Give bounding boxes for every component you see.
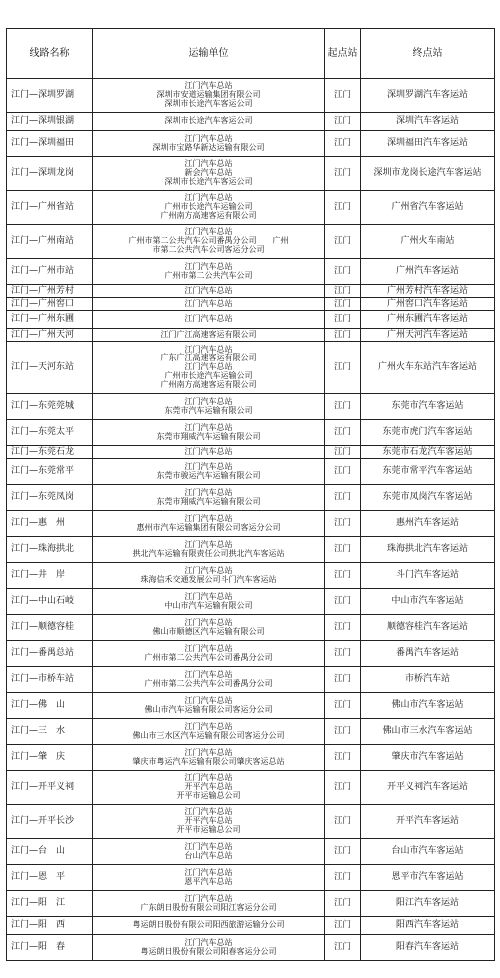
header-company: 运输单位 — [93, 29, 325, 79]
company-line: 深圳市安道运输集团有限公司 — [156, 90, 261, 100]
route-name-cell: 江门—广州市站 — [7, 259, 93, 285]
destination-cell: 恩平市汽车客运站 — [361, 865, 495, 891]
route-name-cell: 江门—深圳罗湖 — [7, 79, 93, 113]
destination-cell: 阳西汽车客运站 — [361, 917, 495, 935]
table-row — [7, 485, 495, 511]
route-name-cell: 江门—东莞凤岗 — [7, 485, 93, 511]
company-line: 佛山市三水区汽车运输有限公司客运分公司 — [132, 730, 285, 740]
company-line: 江门汽车总站 — [184, 937, 233, 947]
company-cell — [93, 537, 325, 563]
table-row — [7, 113, 495, 131]
company-cell — [93, 420, 325, 446]
company-line: 台山汽车总站 — [184, 850, 233, 860]
destination-cell: 广州东圃汽车客运站 — [361, 311, 495, 329]
company-line: 江门汽车总站 — [184, 396, 233, 406]
company-line: 市第二公共汽车公司客运分公司 — [152, 244, 265, 254]
destination-cell: 珠海拱北汽车客运站 — [361, 537, 495, 563]
company-line: 粤运朗日股份有限公司阳春客运分公司 — [140, 946, 277, 956]
destination-cell: 中山市汽车客运站 — [361, 589, 495, 615]
header-destination: 终点站 — [361, 29, 495, 79]
destination-cell: 广州天河汽车客运站 — [361, 329, 495, 342]
origin-cell: 江门 — [325, 917, 361, 935]
table-row — [7, 589, 495, 615]
route-name-cell: 江门—顺德容桂 — [7, 615, 93, 641]
company-cell — [93, 935, 325, 961]
company-line: 江门汽车总站 — [184, 422, 233, 432]
route-name-cell: 江门—开平长沙 — [7, 805, 93, 839]
company-cell — [93, 891, 325, 917]
route-name-cell: 江门—开平义祠 — [7, 771, 93, 805]
company-line: 江门汽车总站 — [184, 807, 233, 817]
table-row — [7, 771, 495, 805]
company-line: 东莞市汽车运输有限公司 — [164, 405, 253, 415]
route-name-cell: 江门—阳 江 — [7, 891, 93, 917]
table-row — [7, 459, 495, 485]
destination-cell: 深圳汽车客运站 — [361, 113, 495, 131]
company-cell — [93, 459, 325, 485]
origin-cell: 江门 — [325, 771, 361, 805]
destination-cell: 广州窖口汽车客运站 — [361, 298, 495, 311]
table-row — [7, 839, 495, 865]
company-line: 广州市第二公共汽车公司 — [164, 270, 253, 280]
origin-cell: 江门 — [325, 615, 361, 641]
origin-cell: 江门 — [325, 298, 361, 311]
company-line: 中山市汽车运输有限公司 — [164, 600, 253, 610]
company-line: 江门汽车总站 — [184, 721, 233, 731]
company-line: 拱北汽车运输有限责任公司拱北汽车客运站 — [132, 548, 285, 558]
origin-cell: 江门 — [325, 891, 361, 917]
table-row — [7, 191, 495, 225]
table-row — [7, 891, 495, 917]
table-row — [7, 446, 495, 459]
destination-cell: 肇庆市汽车客运站 — [361, 745, 495, 771]
company-line: 广东广江高速客运有限公司 — [160, 353, 257, 363]
company-line: 粤运朗日股份有限公司阳西旅游运输分公司 — [132, 920, 285, 930]
company-line: 江门汽车总站 — [184, 461, 233, 471]
origin-cell: 江门 — [325, 446, 361, 459]
company-line: 江门汽车总站 — [184, 362, 233, 372]
company-line: 江门汽车总站 — [184, 695, 233, 705]
origin-cell: 江门 — [325, 745, 361, 771]
route-name-cell: 江门—东莞莞城 — [7, 394, 93, 420]
company-line: 开平市运输总公司 — [176, 824, 241, 834]
company-line: 佛山市汽车运输有限公司客运分公司 — [144, 704, 273, 714]
table-row — [7, 667, 495, 693]
origin-cell: 江门 — [325, 225, 361, 259]
company-cell — [93, 259, 325, 285]
table-row — [7, 157, 495, 191]
company-line: 江门汽车总站 — [184, 617, 233, 627]
company-cell — [93, 131, 325, 157]
origin-cell: 江门 — [325, 839, 361, 865]
destination-cell: 广州火车东站汽车客运站 — [361, 342, 495, 394]
destination-cell: 台山市汽车客运站 — [361, 839, 495, 865]
company-line: 江门汽车总站 — [184, 565, 233, 575]
origin-cell: 江门 — [325, 420, 361, 446]
table-row — [7, 298, 495, 311]
header-origin: 起点站 — [325, 29, 361, 79]
origin-cell: 江门 — [325, 865, 361, 891]
company-line: 江门汽车总站 — [184, 193, 233, 203]
company-cell — [93, 589, 325, 615]
company-line: 江门汽车总站 — [184, 513, 233, 523]
route-name-cell: 江门—阳 西 — [7, 917, 93, 935]
route-name-cell: 江门—广州东圃 — [7, 311, 93, 329]
company-line: 江门汽车总站 — [184, 159, 233, 169]
company-cell — [93, 342, 325, 394]
company-line: 深圳市长途汽车客运公司 — [164, 176, 253, 186]
company-line: 江门汽车总站 — [184, 446, 233, 456]
origin-cell: 江门 — [325, 693, 361, 719]
company-cell — [93, 641, 325, 667]
origin-cell: 江门 — [325, 667, 361, 693]
table-row — [7, 615, 495, 641]
table-row — [7, 285, 495, 298]
route-name-cell: 江门—广州窖口 — [7, 298, 93, 311]
company-line: 江门广江高速客运有限公司 — [160, 329, 257, 339]
company-cell — [93, 311, 325, 329]
destination-cell: 广州汽车客运站 — [361, 259, 495, 285]
destination-cell: 佛山市三水汽车客运站 — [361, 719, 495, 745]
company-line: 佛山市顺德区汽车运输有限公司 — [152, 626, 265, 636]
route-name-cell: 江门—广州省站 — [7, 191, 93, 225]
company-line: 广州市第二公共汽车公司番禺分公司 广州 — [128, 236, 289, 246]
destination-cell: 东莞市凤岗汽车客运站 — [361, 485, 495, 511]
table-row — [7, 641, 495, 667]
table-row — [7, 225, 495, 259]
destination-cell: 广州省汽车客运站 — [361, 191, 495, 225]
table-row — [7, 259, 495, 285]
table-row — [7, 394, 495, 420]
destination-cell: 阳春汽车客运站 — [361, 935, 495, 961]
table-row — [7, 563, 495, 589]
company-line: 广州市第二公共汽车公司番禺分公司 — [144, 678, 273, 688]
company-cell — [93, 839, 325, 865]
destination-cell: 东莞市常平汽车客运站 — [361, 459, 495, 485]
company-line: 恩平汽车总站 — [184, 876, 233, 886]
company-cell — [93, 745, 325, 771]
destination-cell: 东莞市石龙汽车客运站 — [361, 446, 495, 459]
header-row — [7, 29, 495, 79]
company-line: 江门汽车总站 — [184, 344, 233, 354]
origin-cell: 江门 — [325, 259, 361, 285]
origin-cell: 江门 — [325, 342, 361, 394]
company-cell — [93, 667, 325, 693]
origin-cell: 江门 — [325, 113, 361, 131]
company-cell — [93, 615, 325, 641]
company-line: 开平汽车总站 — [184, 782, 233, 792]
company-line: 开平市运输总公司 — [176, 790, 241, 800]
route-name-cell: 江门—三 水 — [7, 719, 93, 745]
company-line: 江门汽车总站 — [184, 227, 233, 237]
route-name-cell: 江门—广州南站 — [7, 225, 93, 259]
route-name-cell: 江门—东莞常平 — [7, 459, 93, 485]
origin-cell: 江门 — [325, 285, 361, 298]
origin-cell: 江门 — [325, 563, 361, 589]
table-row — [7, 511, 495, 537]
destination-cell: 东莞市虎门汽车客运站 — [361, 420, 495, 446]
company-cell — [93, 563, 325, 589]
origin-cell: 江门 — [325, 511, 361, 537]
origin-cell: 江门 — [325, 79, 361, 113]
route-name-cell: 江门—肇 庆 — [7, 745, 93, 771]
company-line: 广州市长途汽车运输公司 — [164, 202, 253, 212]
route-name-cell: 江门—天河东站 — [7, 342, 93, 394]
route-name-cell: 江门—佛 山 — [7, 693, 93, 719]
origin-cell: 江门 — [325, 935, 361, 961]
table-row — [7, 805, 495, 839]
company-line: 广州南方高速客运有限公司 — [160, 379, 257, 389]
table-row — [7, 719, 495, 745]
company-line: 江门汽车总站 — [184, 747, 233, 757]
company-cell — [93, 511, 325, 537]
table-row — [7, 311, 495, 329]
destination-cell: 深圳市龙岗长途汽车客运站 — [361, 157, 495, 191]
origin-cell: 江门 — [325, 719, 361, 745]
company-cell — [93, 693, 325, 719]
destination-cell: 斗门汽车客运站 — [361, 563, 495, 589]
company-cell — [93, 719, 325, 745]
destination-cell: 深圳福田汽车客运站 — [361, 131, 495, 157]
route-name-cell: 江门—恩 平 — [7, 865, 93, 891]
company-cell — [93, 157, 325, 191]
company-cell — [93, 394, 325, 420]
company-line: 东莞市骏运汽车运输有限公司 — [156, 470, 261, 480]
company-line: 广州市长途汽车运输公司 — [164, 370, 253, 380]
route-name-cell: 江门—珠海拱北 — [7, 537, 93, 563]
company-cell — [93, 485, 325, 511]
company-cell — [93, 191, 325, 225]
company-line: 江门汽车总站 — [184, 867, 233, 877]
table-row — [7, 537, 495, 563]
company-line: 开平汽车总站 — [184, 816, 233, 826]
company-line: 深圳市长途汽车客运公司 — [164, 116, 253, 126]
company-cell — [93, 329, 325, 342]
table-row — [7, 79, 495, 113]
route-name-cell: 江门—惠 州 — [7, 511, 93, 537]
company-cell — [93, 446, 325, 459]
origin-cell: 江门 — [325, 191, 361, 225]
company-line: 江门汽车总站 — [184, 261, 233, 271]
table-row — [7, 329, 495, 342]
origin-cell: 江门 — [325, 485, 361, 511]
company-line: 江门汽车总站 — [184, 893, 233, 903]
origin-cell: 江门 — [325, 641, 361, 667]
table-row — [7, 131, 495, 157]
origin-cell: 江门 — [325, 131, 361, 157]
origin-cell: 江门 — [325, 157, 361, 191]
company-cell — [93, 771, 325, 805]
company-cell — [93, 225, 325, 259]
route-name-cell: 江门—台 山 — [7, 839, 93, 865]
company-line: 江门汽车总站 — [184, 133, 233, 143]
destination-cell: 深圳罗湖汽车客运站 — [361, 79, 495, 113]
company-line: 江门汽车总站 — [184, 643, 233, 653]
company-cell — [93, 805, 325, 839]
company-line: 广东朗日股份有限公司阳江客运分公司 — [140, 902, 277, 912]
destination-cell: 惠州汽车客运站 — [361, 511, 495, 537]
route-name-cell: 江门—广州天河 — [7, 329, 93, 342]
company-line: 江门汽车总站 — [184, 314, 233, 324]
company-cell — [93, 298, 325, 311]
destination-cell: 番禺汽车客运站 — [361, 641, 495, 667]
company-cell — [93, 865, 325, 891]
header-route: 线路名称 — [7, 29, 93, 79]
company-line: 广州市第二公共汽车公司番禺分公司 — [144, 652, 273, 662]
company-line: 广州南方高速客运有限公司 — [160, 210, 257, 220]
destination-cell: 市桥汽车站 — [361, 667, 495, 693]
company-line: 江门汽车总站 — [184, 285, 233, 295]
company-line: 珠海信禾交通发展公司斗门汽车客运站 — [140, 574, 277, 584]
company-line: 江门汽车总站 — [184, 487, 233, 497]
table-row — [7, 693, 495, 719]
origin-cell: 江门 — [325, 537, 361, 563]
destination-cell: 广州芳村汽车客运站 — [361, 285, 495, 298]
company-cell — [93, 917, 325, 935]
origin-cell: 江门 — [325, 311, 361, 329]
route-name-cell: 江门—市桥车站 — [7, 667, 93, 693]
company-line: 深圳市长途汽车客运公司 — [164, 98, 253, 108]
table-row — [7, 935, 495, 961]
origin-cell: 江门 — [325, 589, 361, 615]
company-line: 新会汽车总站 — [184, 168, 233, 178]
route-name-cell: 江门—深圳福田 — [7, 131, 93, 157]
company-line: 东莞市翔威汽车运输有限公司 — [156, 431, 261, 441]
origin-cell: 江门 — [325, 394, 361, 420]
company-line: 江门汽车总站 — [184, 773, 233, 783]
company-line: 江门汽车总站 — [184, 591, 233, 601]
route-table — [6, 28, 495, 961]
destination-cell: 开平汽车客运站 — [361, 805, 495, 839]
company-line: 东莞市翔威汽车运输有限公司 — [156, 496, 261, 506]
destination-cell: 开平义祠汽车客运站 — [361, 771, 495, 805]
destination-cell: 东莞市汽车客运站 — [361, 394, 495, 420]
table-row — [7, 865, 495, 891]
company-line: 肇庆市粤运汽车运输有限公司肇庆客运总站 — [132, 756, 285, 766]
route-name-cell: 江门—深圳龙岗 — [7, 157, 93, 191]
route-name-cell: 江门—井 岸 — [7, 563, 93, 589]
origin-cell: 江门 — [325, 459, 361, 485]
route-name-cell: 江门—东莞石龙 — [7, 446, 93, 459]
company-line: 江门汽车总站 — [184, 841, 233, 851]
route-name-cell: 江门—中山石岐 — [7, 589, 93, 615]
table-row — [7, 420, 495, 446]
destination-cell: 顺德容桂汽车客运站 — [361, 615, 495, 641]
company-cell — [93, 79, 325, 113]
route-name-cell: 江门—阳 春 — [7, 935, 93, 961]
route-name-cell: 江门—深圳银湖 — [7, 113, 93, 131]
origin-cell: 江门 — [325, 805, 361, 839]
destination-cell: 佛山市汽车客运站 — [361, 693, 495, 719]
route-name-cell: 江门—广州芳村 — [7, 285, 93, 298]
company-cell — [93, 285, 325, 298]
table-row — [7, 745, 495, 771]
company-line: 深圳市宝路华新达运输有限公司 — [152, 142, 265, 152]
table-row — [7, 342, 495, 394]
company-line: 惠州市汽车运输集团有限公司客运分公司 — [136, 522, 281, 532]
destination-cell: 阳江汽车客运站 — [361, 891, 495, 917]
destination-cell: 广州火车南站 — [361, 225, 495, 259]
company-line: 江门汽车总站 — [184, 298, 233, 308]
route-name-cell: 江门—番禺总站 — [7, 641, 93, 667]
company-cell — [93, 113, 325, 131]
company-line: 江门汽车总站 — [184, 539, 233, 549]
company-line: 江门汽车总站 — [184, 669, 233, 679]
company-line: 江门汽车总站 — [184, 81, 233, 91]
origin-cell: 江门 — [325, 329, 361, 342]
table-row — [7, 917, 495, 935]
route-name-cell: 江门—东莞太平 — [7, 420, 93, 446]
